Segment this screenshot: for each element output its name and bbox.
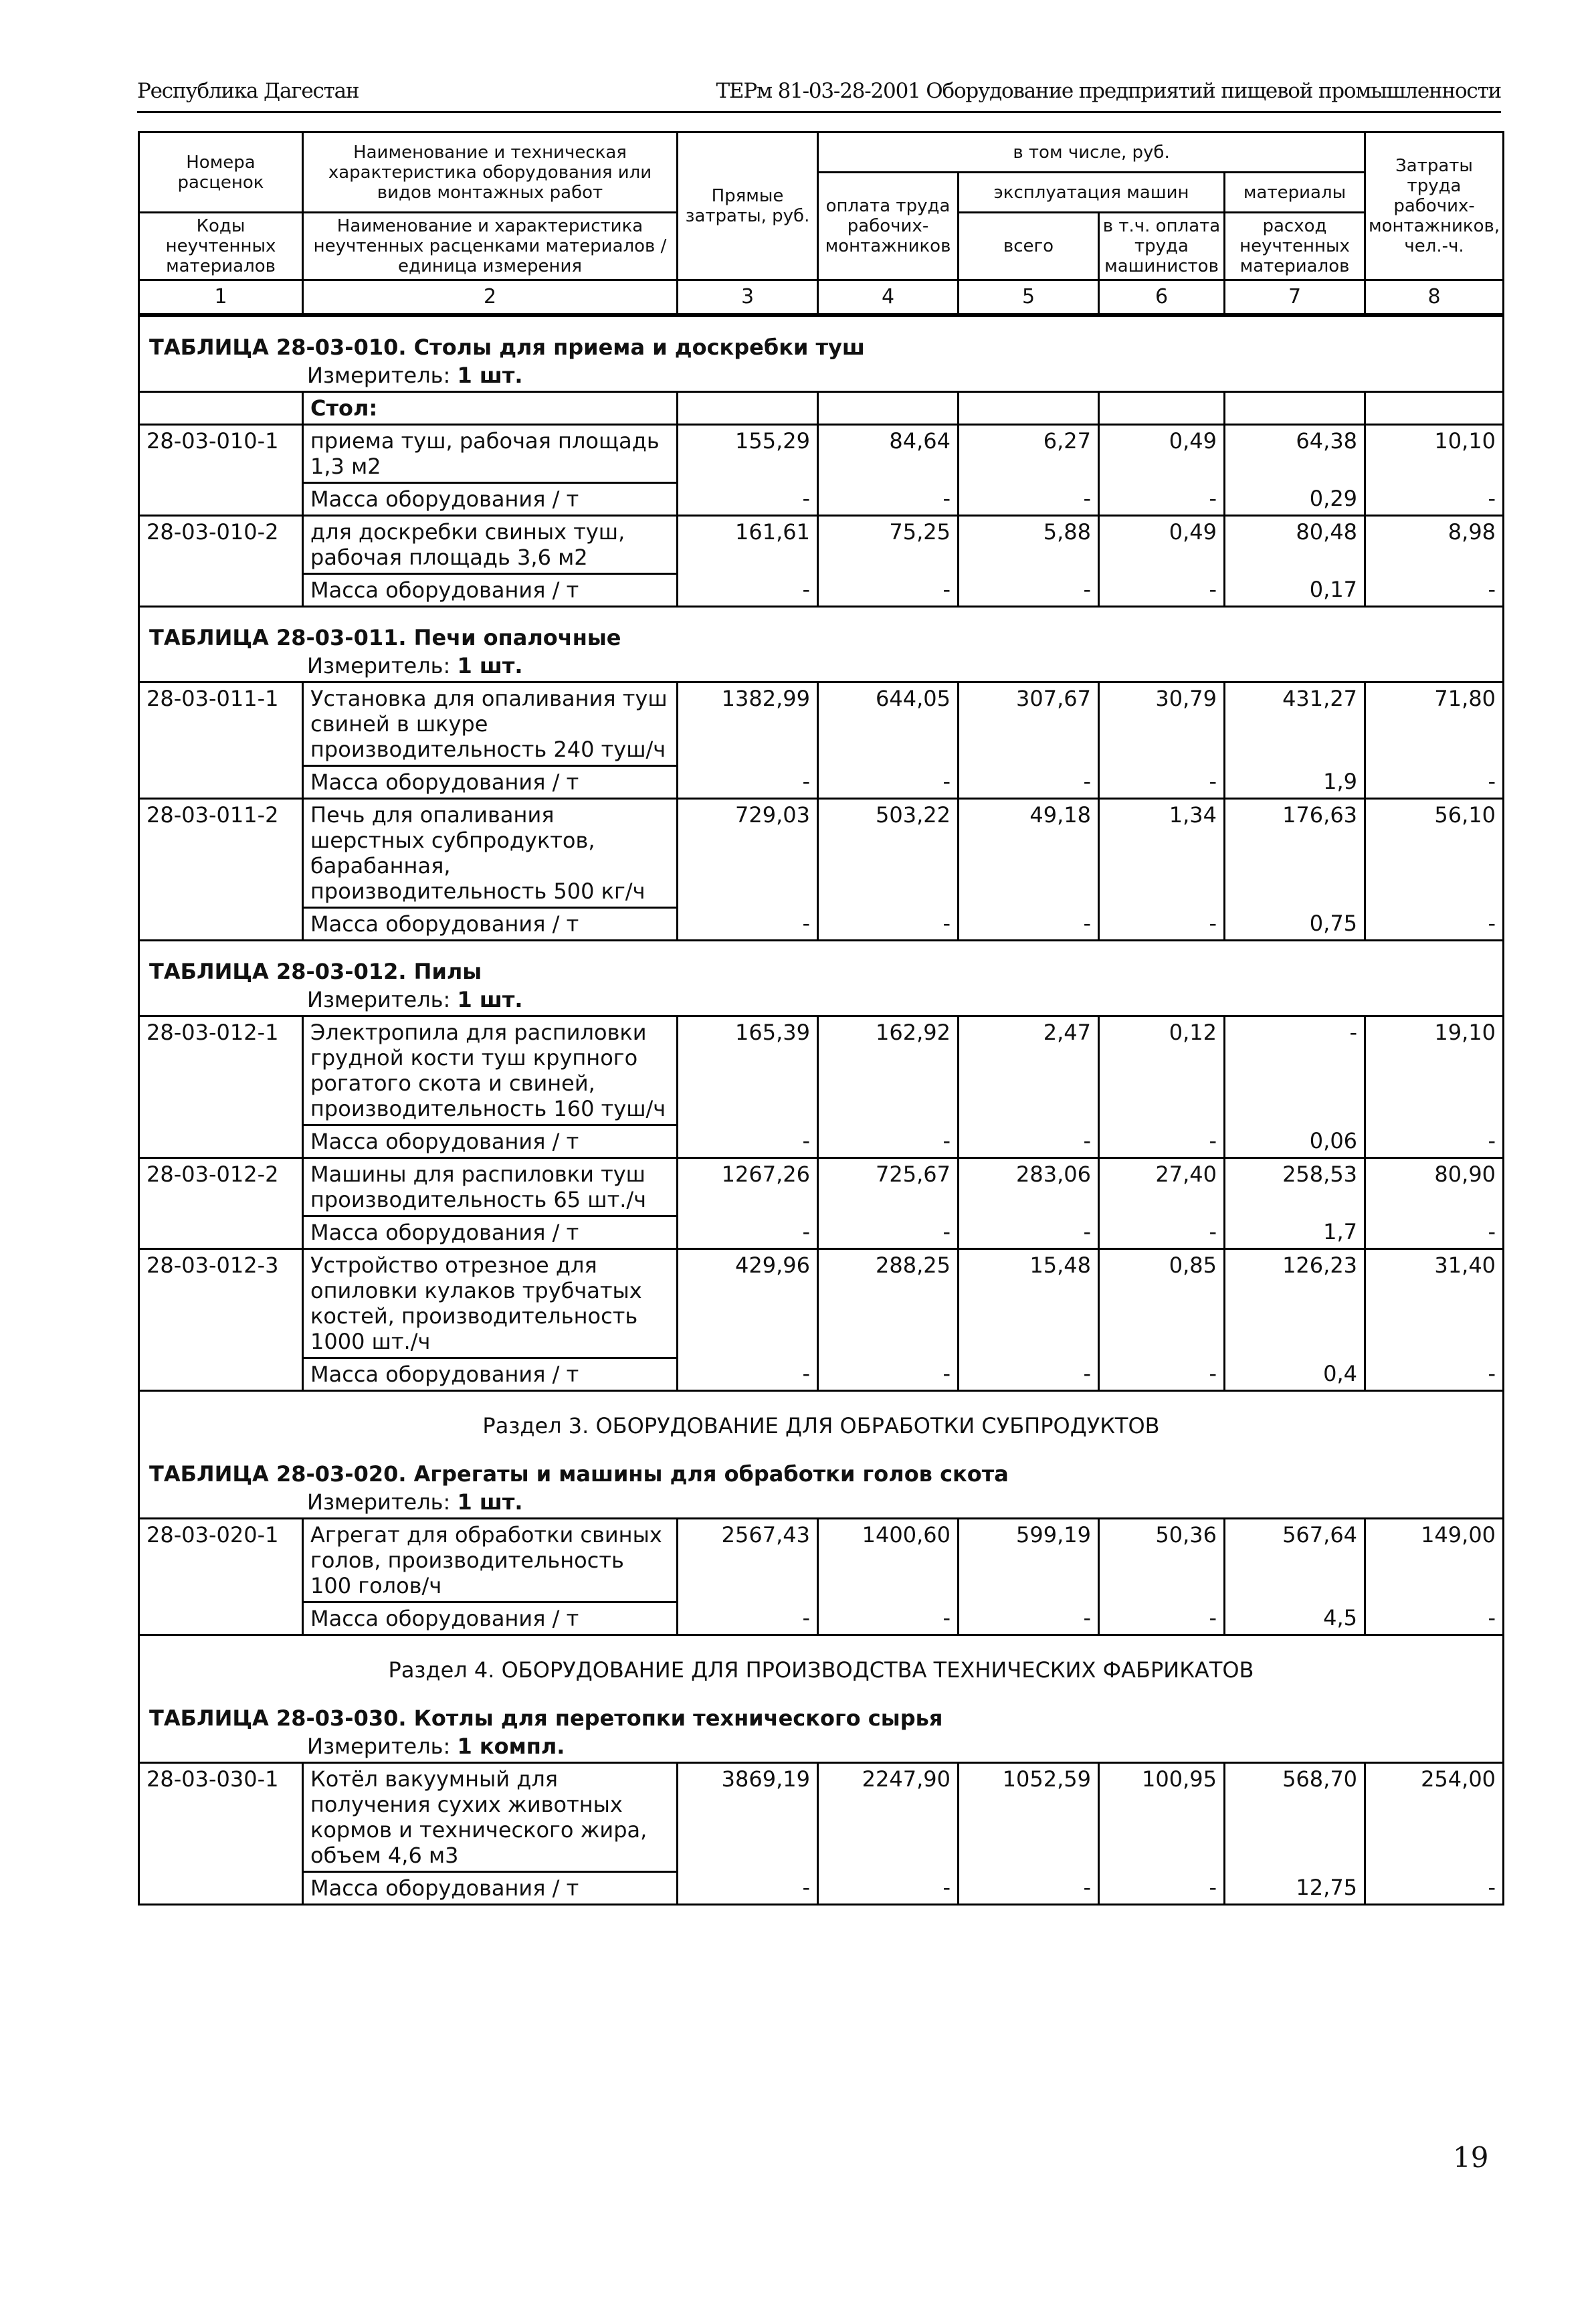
labor-cost: 503,22 <box>818 799 959 908</box>
mass-value: 0,29 <box>1225 483 1365 516</box>
rate-name: для доскребки свиных туш, рабочая площадь 3,6 м2 <box>303 516 678 574</box>
header-rule <box>137 111 1501 113</box>
empty-cell <box>1225 392 1365 425</box>
rate-code: 28-03-012-3 <box>139 1249 303 1358</box>
table-row <box>139 425 1504 483</box>
empty-cell <box>139 1602 303 1635</box>
machine-cost: 2,47 <box>959 1016 1099 1125</box>
mass-row <box>139 908 1504 941</box>
labor-hours: 71,80 <box>1365 682 1504 766</box>
dash-cell: - <box>818 1125 959 1158</box>
materials-cost: 431,27 <box>1225 682 1365 766</box>
dash-cell: - <box>678 1358 818 1391</box>
table-title-row <box>139 1444 1504 1487</box>
col6-header: в т.ч. оплата труда машинистов <box>1099 213 1225 280</box>
labor-hours: 31,40 <box>1365 1249 1504 1358</box>
col-number: 3 <box>678 280 818 316</box>
col-number: 7 <box>1225 280 1365 316</box>
machinist-cost: 0,49 <box>1099 516 1225 574</box>
machinist-cost: 100,95 <box>1099 1763 1225 1872</box>
machine-cost: 6,27 <box>959 425 1099 483</box>
col5-header: всего <box>959 213 1099 280</box>
labor-hours: 8,98 <box>1365 516 1504 574</box>
dash-cell: - <box>818 1358 959 1391</box>
empty-cell <box>959 392 1099 425</box>
measure-unit <box>139 650 1504 682</box>
table-title-row <box>139 607 1504 651</box>
materials-cost: 176,63 <box>1225 799 1365 908</box>
col2-header-top: Наименование и техническая характеристика оборудования или видов монтажных работ <box>303 132 678 213</box>
empty-cell <box>818 392 959 425</box>
empty-cell <box>139 392 303 425</box>
mass-row <box>139 1216 1504 1249</box>
table-row <box>139 516 1504 574</box>
machinist-cost: 50,36 <box>1099 1519 1225 1602</box>
machinist-cost: 0,49 <box>1099 425 1225 483</box>
col-number: 6 <box>1099 280 1225 316</box>
machine-cost: 15,48 <box>959 1249 1099 1358</box>
col4-header: оплата труда рабочих-монтажников <box>818 173 959 280</box>
dash-cell: - <box>1365 766 1504 799</box>
labor-cost: 162,92 <box>818 1016 959 1125</box>
machinist-cost: 0,12 <box>1099 1016 1225 1125</box>
labor-cost: 644,05 <box>818 682 959 766</box>
col-number: 4 <box>818 280 959 316</box>
col2-header-bottom: Наименование и характеристика неучтенных расценками материалов / единица измерения <box>303 213 678 280</box>
dash-cell: - <box>959 1125 1099 1158</box>
dash-cell: - <box>959 1872 1099 1905</box>
subheading: Стол: <box>303 392 678 425</box>
measure-label: Измеритель: <box>307 1489 451 1515</box>
machine-cost: 49,18 <box>959 799 1099 908</box>
mass-label: Масса оборудования / т <box>303 1602 678 1635</box>
direct-cost: 165,39 <box>678 1016 818 1125</box>
dash-cell: - <box>1099 1872 1225 1905</box>
measure-value: 1 шт. <box>457 1489 523 1515</box>
labor-cost: 288,25 <box>818 1249 959 1358</box>
mass-label: Масса оборудования / т <box>303 1125 678 1158</box>
table-row <box>139 682 1504 766</box>
empty-cell <box>139 1872 303 1905</box>
rate-name: Электропила для распиловки грудной кости туш крупного рогатого скота и свиней, производительность 160 туш/ч <box>303 1016 678 1125</box>
rate-code: 28-03-010-1 <box>139 425 303 483</box>
rate-code: 28-03-012-1 <box>139 1016 303 1125</box>
dash-cell: - <box>818 1602 959 1635</box>
dash-cell: - <box>1099 1602 1225 1635</box>
labor-hours: 80,90 <box>1365 1158 1504 1216</box>
dash-cell: - <box>818 766 959 799</box>
materials-cost: 567,64 <box>1225 1519 1365 1602</box>
table-title: ТАБЛИЦА 28-03-012. Пилы <box>139 941 1504 985</box>
labor-cost: 84,64 <box>818 425 959 483</box>
direct-cost: 155,29 <box>678 425 818 483</box>
empty-cell <box>1099 392 1225 425</box>
table-title: ТАБЛИЦА 28-03-010. Столы для приема и доскребки туш <box>139 315 1504 360</box>
rate-name: Агрегат для обработки свиных голов, производительность 100 голов/ч <box>303 1519 678 1602</box>
direct-cost: 161,61 <box>678 516 818 574</box>
measure-unit <box>139 1487 1504 1519</box>
section-title: Раздел 4. ОБОРУДОВАНИЕ ДЛЯ ПРОИЗВОДСТВА ТЕХНИЧЕСКИХ ФАБРИКАТОВ <box>139 1635 1504 1689</box>
machine-cost: 307,67 <box>959 682 1099 766</box>
dash-cell: - <box>678 574 818 607</box>
materials-cost: 568,70 <box>1225 1763 1365 1872</box>
table-row <box>139 1249 1504 1358</box>
table-title: ТАБЛИЦА 28-03-011. Печи опалочные <box>139 607 1504 651</box>
measure-row <box>139 1731 1504 1763</box>
mass-label: Масса оборудования / т <box>303 483 678 516</box>
mass-value: 4,5 <box>1225 1602 1365 1635</box>
mass-label: Масса оборудования / т <box>303 908 678 941</box>
materials-cost: 126,23 <box>1225 1249 1365 1358</box>
dash-cell: - <box>678 1872 818 1905</box>
direct-cost: 2567,43 <box>678 1519 818 1602</box>
dash-cell: - <box>678 766 818 799</box>
mass-value: 0,75 <box>1225 908 1365 941</box>
dash-cell: - <box>1099 908 1225 941</box>
machinist-cost: 27,40 <box>1099 1158 1225 1216</box>
labor-hours: 10,10 <box>1365 425 1504 483</box>
empty-cell <box>139 908 303 941</box>
header-document-title: ТЕРм 81-03-28-2001 Оборудование предприятий пищевой промышленности <box>716 79 1501 103</box>
materials-cost: - <box>1225 1016 1365 1125</box>
table-title-row <box>139 941 1504 985</box>
dash-cell: - <box>678 908 818 941</box>
section-heading-row <box>139 1391 1504 1445</box>
dash-cell: - <box>959 1358 1099 1391</box>
table-row <box>139 1016 1504 1125</box>
mass-value: 12,75 <box>1225 1872 1365 1905</box>
measure-unit <box>139 360 1504 392</box>
dash-cell: - <box>678 1602 818 1635</box>
mass-value: 1,7 <box>1225 1216 1365 1249</box>
measure-row <box>139 984 1504 1016</box>
rate-code: 28-03-011-2 <box>139 799 303 908</box>
dash-cell: - <box>1365 483 1504 516</box>
dash-cell: - <box>959 1602 1099 1635</box>
labor-cost: 1400,60 <box>818 1519 959 1602</box>
materials-cost: 80,48 <box>1225 516 1365 574</box>
materials-cost: 64,38 <box>1225 425 1365 483</box>
mass-row <box>139 1358 1504 1391</box>
dash-cell: - <box>1365 1125 1504 1158</box>
measure-value: 1 шт. <box>457 987 523 1012</box>
dash-cell: - <box>959 483 1099 516</box>
rate-code: 28-03-010-2 <box>139 516 303 574</box>
running-header <box>137 79 1501 114</box>
subheading-row <box>139 392 1504 425</box>
direct-cost: 729,03 <box>678 799 818 908</box>
table-row <box>139 799 1504 908</box>
table-row <box>139 1158 1504 1216</box>
empty-cell <box>139 483 303 516</box>
empty-cell <box>139 574 303 607</box>
mass-label: Масса оборудования / т <box>303 766 678 799</box>
col-number: 1 <box>139 280 303 316</box>
dash-cell: - <box>818 1872 959 1905</box>
machine-cost: 283,06 <box>959 1158 1099 1216</box>
rate-name: Печь для опаливания шерстных субпродуктов, барабанная, производительность 500 кг/ч <box>303 799 678 908</box>
dash-cell: - <box>1365 574 1504 607</box>
dash-cell: - <box>959 766 1099 799</box>
dash-cell: - <box>678 1216 818 1249</box>
section-title: Раздел 3. ОБОРУДОВАНИЕ ДЛЯ ОБРАБОТКИ СУБПРОДУКТОВ <box>139 1391 1504 1445</box>
direct-cost: 1382,99 <box>678 682 818 766</box>
machinist-cost: 1,34 <box>1099 799 1225 908</box>
table-title-row <box>139 1688 1504 1731</box>
machinist-cost: 30,79 <box>1099 682 1225 766</box>
mass-row <box>139 574 1504 607</box>
machinist-cost: 0,85 <box>1099 1249 1225 1358</box>
direct-cost: 429,96 <box>678 1249 818 1358</box>
table-row <box>139 1763 1504 1872</box>
measure-value: 1 шт. <box>457 653 523 678</box>
col1-header-top: Номера расценок <box>139 132 303 213</box>
dash-cell: - <box>818 483 959 516</box>
empty-cell <box>139 1125 303 1158</box>
mass-row <box>139 1125 1504 1158</box>
dash-cell: - <box>818 574 959 607</box>
dash-cell: - <box>678 483 818 516</box>
dash-cell: - <box>1099 1125 1225 1158</box>
machines-header: эксплуатация машин <box>959 173 1225 213</box>
materials-cost: 258,53 <box>1225 1158 1365 1216</box>
dash-cell: - <box>1099 574 1225 607</box>
rate-code: 28-03-012-2 <box>139 1158 303 1216</box>
column-numbers-row <box>139 280 1504 316</box>
dash-cell: - <box>959 908 1099 941</box>
materials-header: материалы <box>1225 173 1365 213</box>
dash-cell: - <box>1099 1358 1225 1391</box>
dash-cell: - <box>818 908 959 941</box>
dash-cell: - <box>1365 1358 1504 1391</box>
measure-row <box>139 1487 1504 1519</box>
mass-value: 0,4 <box>1225 1358 1365 1391</box>
dash-cell: - <box>1365 1872 1504 1905</box>
dash-cell: - <box>818 1216 959 1249</box>
machine-cost: 5,88 <box>959 516 1099 574</box>
measure-label: Измеритель: <box>307 987 451 1012</box>
measure-value: 1 компл. <box>457 1734 565 1759</box>
mass-label: Масса оборудования / т <box>303 1216 678 1249</box>
rate-code: 28-03-030-1 <box>139 1763 303 1872</box>
col-number: 5 <box>959 280 1099 316</box>
measure-label: Измеритель: <box>307 1734 451 1759</box>
rate-name: Машины для распиловки туш производительность 65 шт./ч <box>303 1158 678 1216</box>
dash-cell: - <box>1099 483 1225 516</box>
page-number: 19 <box>1453 2141 1489 2174</box>
col-number: 8 <box>1365 280 1504 316</box>
col8-header: Затраты труда рабочих-монтажников, чел.-ч. <box>1365 132 1504 280</box>
dash-cell: - <box>678 1125 818 1158</box>
dash-cell: - <box>959 574 1099 607</box>
table-title-row <box>139 315 1504 360</box>
empty-cell <box>1365 392 1504 425</box>
mass-value: 1,9 <box>1225 766 1365 799</box>
section-heading-row <box>139 1635 1504 1689</box>
empty-cell <box>139 1358 303 1391</box>
table-row <box>139 1519 1504 1602</box>
rate-name: Установка для опаливания туш свиней в шкуре производительность 240 туш/ч <box>303 682 678 766</box>
measure-row <box>139 650 1504 682</box>
mass-value: 0,06 <box>1225 1125 1365 1158</box>
machine-cost: 1052,59 <box>959 1763 1099 1872</box>
measure-row <box>139 360 1504 392</box>
dash-cell: - <box>1365 1602 1504 1635</box>
dash-cell: - <box>1099 766 1225 799</box>
mass-row <box>139 766 1504 799</box>
mass-row <box>139 1602 1504 1635</box>
measure-label: Измеритель: <box>307 653 451 678</box>
rate-code: 28-03-011-1 <box>139 682 303 766</box>
measure-unit <box>139 984 1504 1016</box>
labor-hours: 19,10 <box>1365 1016 1504 1125</box>
empty-cell <box>139 1216 303 1249</box>
rate-name: приема туш, рабочая площадь 1,3 м2 <box>303 425 678 483</box>
labor-hours: 56,10 <box>1365 799 1504 908</box>
col1-header-bottom: Коды неучтенных материалов <box>139 213 303 280</box>
rate-code: 28-03-020-1 <box>139 1519 303 1602</box>
dash-cell: - <box>1099 1216 1225 1249</box>
mass-row <box>139 483 1504 516</box>
col3-header: Прямые затраты, руб. <box>678 132 818 280</box>
labor-hours: 149,00 <box>1365 1519 1504 1602</box>
labor-hours: 254,00 <box>1365 1763 1504 1872</box>
dash-cell: - <box>959 1216 1099 1249</box>
empty-cell <box>139 766 303 799</box>
direct-cost: 1267,26 <box>678 1158 818 1216</box>
measure-label: Измеритель: <box>307 363 451 388</box>
group-header: в том числе, руб. <box>818 132 1365 173</box>
labor-cost: 75,25 <box>818 516 959 574</box>
mass-label: Масса оборудования / т <box>303 1358 678 1391</box>
dash-cell: - <box>1365 1216 1504 1249</box>
mass-label: Масса оборудования / т <box>303 574 678 607</box>
mass-label: Масса оборудования / т <box>303 1872 678 1905</box>
empty-cell <box>678 392 818 425</box>
price-table <box>138 131 1504 1906</box>
col-number: 2 <box>303 280 678 316</box>
table-title: ТАБЛИЦА 28-03-020. Агрегаты и машины для обработки голов скота <box>139 1444 1504 1487</box>
mass-value: 0,17 <box>1225 574 1365 607</box>
direct-cost: 3869,19 <box>678 1763 818 1872</box>
measure-unit <box>139 1731 1504 1763</box>
mass-row <box>139 1872 1504 1905</box>
header-region: Республика Дагестан <box>137 79 359 103</box>
machine-cost: 599,19 <box>959 1519 1099 1602</box>
table-title: ТАБЛИЦА 28-03-030. Котлы для перетопки технического сырья <box>139 1688 1504 1731</box>
measure-value: 1 шт. <box>457 363 523 388</box>
labor-cost: 2247,90 <box>818 1763 959 1872</box>
rate-name: Котёл вакуумный для получения сухих животных кормов и технического жира, объем 4,6 м3 <box>303 1763 678 1872</box>
dash-cell: - <box>1365 908 1504 941</box>
rate-name: Устройство отрезное для опиловки кулаков трубчатых костей, производительность 1000 шт./ч <box>303 1249 678 1358</box>
col7-header: расход неучтенных материалов <box>1225 213 1365 280</box>
labor-cost: 725,67 <box>818 1158 959 1216</box>
